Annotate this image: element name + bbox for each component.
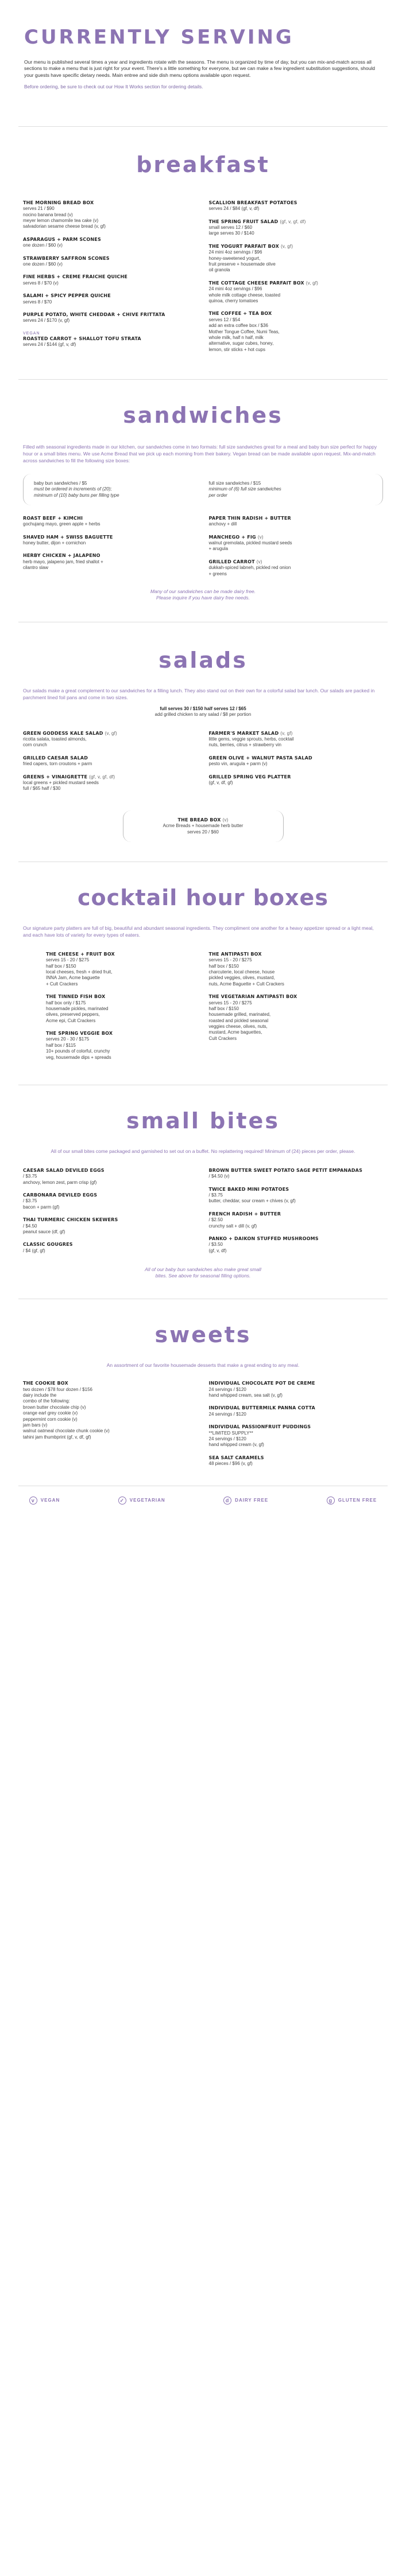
menu-item bbox=[23, 237, 198, 249]
menu-item-detail: serves 24 / $84 (gf, v, df) bbox=[208, 206, 260, 212]
menu-item-detail: INNA Jam, Acme baguette bbox=[46, 975, 100, 981]
menu-item-detail: half box / $150 bbox=[208, 963, 239, 969]
menu-item-detail: corn crunch bbox=[23, 742, 47, 748]
sweets-right-column bbox=[209, 1381, 384, 1474]
full-size-min: minimum of (6) full size sandwiches bbox=[208, 486, 281, 492]
small-bites-note-2: bites. See above for seasonal filling options. bbox=[155, 1273, 251, 1279]
menu-item-detail: hand whipped cream (v, gf) bbox=[208, 1442, 264, 1448]
small-bites-note-1: All of our baby bun sandwiches also make great small bbox=[145, 1266, 261, 1273]
menu-item-detail: alternative, sugar cubes, honey, bbox=[208, 341, 274, 346]
menu-item-detail: housemade pickles, marinated bbox=[46, 1006, 109, 1011]
intro-text: Our menu is published several times a year and ingredients rotate with the seasons. The menu is organized by time of day, but you can mix-and-match across all sections to make a menu that is just right for your event. There's a little something for everyone, but we can make a few ingredient substitution suggestions, should your guests have specific dietary needs. Main entree and side dish menu options available upon request. bbox=[24, 59, 375, 78]
menu-item-detail: one dozen / $60 (v) bbox=[23, 243, 63, 248]
menu-item-detail: + greens bbox=[208, 571, 227, 576]
vegan-icon: v bbox=[29, 1497, 37, 1505]
menu-item-name: FINE HERBS + CREME FRAICHE QUICHE bbox=[23, 274, 128, 280]
menu-item-detail: gochujang mayo, green apple + herbs bbox=[23, 521, 100, 527]
menu-item-detail: / $4.50 (v) bbox=[208, 1174, 230, 1179]
legend-label: VEGETARIAN bbox=[129, 1497, 165, 1503]
menu-item-detail: olives, preserved peppers, bbox=[46, 1012, 100, 1018]
menu-item-name: ASPARAGUS + PARM SCONES bbox=[23, 236, 101, 242]
menu-item bbox=[23, 731, 198, 749]
menu-item-detail: / $3.75 bbox=[23, 1174, 37, 1179]
menu-item-detail: meyer lemon chamomile tea cake (v) bbox=[23, 218, 99, 224]
menu-item-detail: nocino banana bread (v) bbox=[23, 212, 73, 217]
menu-item bbox=[209, 219, 384, 237]
menu-item-detail: fried capers, torn croutons + parm bbox=[23, 761, 92, 767]
menu-item bbox=[209, 1424, 384, 1448]
menu-item-detail: / $3.50 bbox=[208, 1242, 223, 1248]
menu-item bbox=[209, 1381, 384, 1398]
menu-item-detail: housemade grilled, marinated, bbox=[208, 1012, 271, 1018]
menu-item-name: FRENCH RADISH + BUTTER bbox=[208, 1211, 281, 1217]
menu-item-detail: crunchy salt + dill (v, gf) bbox=[208, 1223, 257, 1229]
menu-item-detail: nuts, Acme Baguette + Cult Crackers bbox=[208, 981, 284, 987]
breakfast-menu bbox=[0, 200, 406, 360]
menu-item bbox=[46, 1031, 198, 1061]
legend-label: DAIRY FREE bbox=[235, 1497, 269, 1503]
section-title-breakfast: breakfast bbox=[136, 151, 270, 177]
menu-item-detail: Mother Tongue Coffee, Numi Teas, bbox=[208, 329, 280, 334]
menu-item-detail: butter, cheddar, sour cream + chives (v, gf) bbox=[208, 1198, 296, 1204]
menu-item-name: THE ANTIPASTI BOX bbox=[208, 951, 262, 957]
menu-item-name: SALAMI + SPICY PEPPER QUICHE bbox=[23, 293, 111, 299]
menu-item bbox=[23, 256, 198, 268]
vegetarian-icon: ✓ bbox=[118, 1497, 126, 1505]
menu-item bbox=[23, 774, 198, 792]
menu-item-name: ROASTED CARROT + SHALLOT TOFU STRATA bbox=[23, 336, 141, 341]
menu-item-detail: full / $65 half / $30 bbox=[23, 786, 61, 792]
menu-item-detail: oil granola bbox=[208, 267, 230, 273]
salads-right-column bbox=[209, 731, 384, 799]
menu-item-name: BROWN BUTTER SWEET POTATO SAGE PETIT EMPANADAS bbox=[208, 1167, 363, 1173]
menu-item-detail: serves 12 / $54 bbox=[208, 317, 241, 322]
cocktail-left-column bbox=[46, 952, 198, 1067]
menu-item-detail: / $3.75 bbox=[208, 1192, 223, 1198]
menu-item-detail: anchovy, lemon zest, parm crisp (gf) bbox=[23, 1179, 97, 1185]
full-size-price: full size sandwiches / $15 bbox=[208, 480, 261, 486]
salads-intro: Our salads make a great complement to our sandwiches for a filling lunch. They also stand out on their own for a colorful salad bar lunch. Our salads are packed in parchment lined foil pans and come in two sizes. bbox=[23, 688, 375, 701]
menu-item-name: THE MORNING BREAD BOX bbox=[23, 200, 94, 205]
menu-item-detail: / $3.75 bbox=[23, 1198, 37, 1204]
menu-item-detail: serves 24 / $170 (v, gf) bbox=[23, 318, 70, 324]
sandwich-size-box bbox=[23, 474, 383, 505]
menu-item-detail: 24 mini 4oz servings / $96 bbox=[208, 286, 262, 292]
menu-item-detail: local greens + pickled mustard seeds bbox=[23, 780, 99, 786]
menu-item-detail: + Cult Crackers bbox=[46, 981, 78, 987]
menu-item-name: INDIVIDUAL BUTTERMILK PANNA COTTA bbox=[208, 1405, 315, 1411]
salad-sizes: full serves 30 / $150 half serves 12 / $65 bbox=[160, 706, 246, 711]
baby-bun-info bbox=[34, 481, 198, 498]
menu-item bbox=[23, 1381, 198, 1440]
menu-item-detail: brown butter chocolate chip (v) bbox=[23, 1404, 86, 1410]
bread-box-card bbox=[123, 810, 284, 842]
menu-item-detail: one dozen / $60 (v) bbox=[23, 262, 63, 267]
menu-item-detail: / $2.50 bbox=[208, 1217, 223, 1223]
menu-item-name: ROAST BEEF + KIMCHI bbox=[23, 515, 83, 521]
menu-item-name: SEA SALT CARAMELS bbox=[208, 1455, 264, 1460]
menu-item-detail: hand whipped cream, sea salt (v, gf) bbox=[208, 1392, 283, 1398]
menu-item-name: PURPLE POTATO, WHITE CHEDDAR + CHIVE FRITTATA bbox=[23, 311, 165, 317]
menu-item-detail: herb mayo, jalapeno jam, fried shallot + bbox=[23, 559, 103, 564]
menu-item-detail: serves 15 - 20 / $275 bbox=[208, 1000, 252, 1006]
menu-item bbox=[23, 755, 198, 767]
menu-item bbox=[23, 312, 198, 324]
menu-item bbox=[23, 1168, 198, 1186]
menu-item-detail: bacon + parm (gf) bbox=[23, 1204, 60, 1210]
diet-tags: (gf, v, gf, df) bbox=[89, 774, 115, 780]
menu-item bbox=[209, 244, 384, 274]
full-size-info bbox=[209, 481, 373, 498]
menu-item-name: THE COFFEE + TEA BOX bbox=[208, 311, 272, 317]
menu-item bbox=[23, 200, 198, 230]
menu-item-name: SHAVED HAM + SWISS BAGUETTE bbox=[23, 534, 113, 540]
menu-item-detail: jam bars (v) bbox=[23, 1422, 48, 1428]
menu-item-name: HERBY CHICKEN + JALAPENO bbox=[23, 553, 100, 559]
menu-item-detail: honey butter, dijon + cornichon bbox=[23, 540, 86, 546]
sandwiches-intro: Filled with seasonal ingredients made in our kitchen, our sandwiches come in two formats: full size sandwiches great for a meal and baby bun size perfect for happy hour or a small bites menu. We use Acme Bread that we pick up each morning from their bakery. Vegan bread can be made available upon request. Mix-and-match across sandwiches to fill the following size boxes: bbox=[23, 444, 377, 463]
section-title-sandwiches: sandwiches bbox=[123, 403, 283, 428]
cocktail-right-column bbox=[209, 952, 361, 1067]
menu-item-detail: half box / $115 bbox=[46, 1042, 76, 1048]
menu-item-detail: peanut sauce (df, gf) bbox=[23, 1229, 65, 1235]
menu-item bbox=[209, 200, 384, 212]
diet-tags: (gf, v, gf, df) bbox=[280, 219, 306, 224]
menu-item-detail: charcuterie, local cheese, house bbox=[208, 969, 275, 975]
menu-item bbox=[209, 1236, 384, 1254]
menu-item bbox=[23, 274, 198, 286]
menu-item bbox=[46, 994, 198, 1024]
menu-item-detail: quinoa, cherry tomatoes bbox=[208, 298, 258, 303]
menu-item-detail: salvadorian sesame cheese bread (v, gf) bbox=[23, 224, 106, 229]
menu-item-detail: little gems, veggie sprouts, herbs, cocktail bbox=[208, 736, 294, 742]
menu-item-detail: whole milk, half n half, milk bbox=[208, 334, 264, 340]
menu-item-detail: large serves 30 / $140 bbox=[208, 231, 254, 236]
bread-box-price: serves 20 / $60 bbox=[187, 829, 219, 835]
menu-item-detail: serves 21 / $90 bbox=[23, 206, 55, 212]
menu-item bbox=[23, 1192, 198, 1210]
menu-item-detail: whole milk cottage cheese, toasted bbox=[208, 292, 281, 298]
menu-item-name: THAI TURMERIC CHICKEN SKEWERS bbox=[23, 1217, 118, 1223]
breakfast-left-column bbox=[23, 200, 198, 360]
menu-item-detail: combo of the following: bbox=[23, 1398, 70, 1404]
menu-item-name: INDIVIDUAL CHOCOLATE POT DE CREME bbox=[208, 1381, 315, 1386]
full-size-note: per order bbox=[208, 492, 227, 498]
menu-item-name: THE SPRING FRUIT SALAD (gf, v, gf, df) bbox=[208, 219, 306, 224]
baby-bun-price: baby bun sandwiches / $5 bbox=[34, 480, 87, 486]
menu-item bbox=[209, 774, 384, 786]
menu-item-detail: veg, housemade dips + spreads bbox=[46, 1054, 111, 1060]
menu-item-detail: honey-sweetened yogurt, bbox=[208, 255, 261, 261]
menu-item bbox=[209, 1455, 384, 1467]
section-title-salads: salads bbox=[158, 648, 248, 673]
menu-item bbox=[23, 535, 198, 547]
menu-item bbox=[23, 1217, 198, 1235]
menu-item-detail: **LIMITED SUPPLY** bbox=[208, 1430, 253, 1436]
diet-tags: (v) bbox=[257, 534, 264, 540]
menu-item-detail: anchovy + dill bbox=[208, 521, 237, 527]
menu-item bbox=[209, 280, 384, 305]
menu-item-name: THE COOKIE BOX bbox=[23, 1381, 68, 1386]
menu-item-name: THE SPRING VEGGIE BOX bbox=[46, 1031, 113, 1036]
menu-item-detail: 24 mini 4oz servings / $96 bbox=[208, 250, 262, 255]
menu-item-name: THE COTTAGE CHEESE PARFAIT BOX (v, gf) bbox=[208, 280, 319, 286]
sweets-left-column bbox=[23, 1381, 198, 1474]
menu-item-detail: serves 15 - 20 / $275 bbox=[46, 957, 90, 963]
menu-item bbox=[209, 1168, 384, 1180]
menu-item-detail: orange earl grey cookie (v) bbox=[23, 1410, 78, 1416]
menu-item-detail: 48 pieces / $96 (v, gf) bbox=[208, 1461, 253, 1467]
small-bites-intro: All of our small bites come packaged and garnished to set out on a buffet. No replattering required! Minimum of (24) pieces per order, please. bbox=[51, 1148, 355, 1155]
menu-item-detail: 24 servings / $120 bbox=[208, 1386, 246, 1392]
cocktail-intro: Our signature party platters are full of big, beautiful and abundant seasonal ingredients. They compliment one another for a heavy appetizer spread or a light meal, and each have lots of variety for every types of eaters. bbox=[23, 925, 374, 938]
section-title-cocktail: cocktail hour boxes bbox=[78, 885, 328, 910]
legend-item bbox=[118, 1497, 165, 1505]
menu-item-detail: 24 servings / $120 bbox=[208, 1436, 246, 1441]
menu-item bbox=[209, 559, 384, 577]
menu-item bbox=[23, 553, 198, 571]
menu-item-detail: peppermint corn cookie (v) bbox=[23, 1416, 78, 1422]
menu-item-name: GRILLED SPRING VEG PLATTER bbox=[208, 774, 291, 780]
dairy-free-icon: d bbox=[223, 1497, 231, 1505]
menu-item-detail: 10+ pounds of colorful, crunchy bbox=[46, 1049, 110, 1054]
bread-box-desc: Acme Breads + housemade herb butter bbox=[163, 823, 243, 829]
menu-item bbox=[209, 1405, 384, 1417]
small-bites-left-column bbox=[23, 1168, 198, 1261]
menu-item-detail: / $4 (gf, gf) bbox=[23, 1248, 45, 1253]
menu-item-detail: add an extra coffee box / $36 bbox=[208, 323, 268, 329]
salads-left-column bbox=[23, 731, 198, 799]
how-it-works-link[interactable]: Before ordering, be sure to check out our How It Works section for ordering details. bbox=[24, 84, 203, 90]
menu-item-detail: dukkah-spiced labneh, pickled red onion bbox=[208, 565, 291, 571]
sandwich-note-2: Please inquire if you have dairy free needs. bbox=[156, 595, 250, 601]
menu-item-name: CAESAR SALAD DEVILED EGGS bbox=[23, 1167, 105, 1173]
sandwich-note-1: Many of our sandwiches can be made dairy free. bbox=[150, 589, 256, 595]
menu-item-detail: + arugula bbox=[208, 546, 229, 552]
legend-item bbox=[327, 1497, 377, 1505]
legend-item bbox=[29, 1497, 60, 1505]
vegan-label: VEGAN bbox=[23, 331, 40, 336]
menu-item bbox=[209, 731, 384, 749]
page-title: CURRENTLY SERVING bbox=[24, 26, 294, 49]
baby-bun-min: minimum of (10) baby buns per filling type bbox=[34, 492, 119, 498]
menu-item-detail: nuts, berries, citrus + strawberry vin bbox=[208, 742, 281, 748]
menu-item bbox=[46, 952, 198, 987]
diet-tags: (v) bbox=[256, 559, 262, 564]
menu-item-detail: serves 8 / $70 (v) bbox=[23, 280, 59, 286]
menu-item bbox=[209, 535, 384, 552]
menu-item-detail: two dozen / $78 four dozen / $156 bbox=[23, 1386, 92, 1392]
menu-item-detail: serves 8 / $70 bbox=[23, 299, 52, 305]
salad-addon: add grilled chicken to any salad / $8 per portion bbox=[154, 712, 252, 718]
menu-item-detail: half box / $150 bbox=[46, 963, 76, 969]
menu-item-detail: half box only / $175 bbox=[46, 1000, 86, 1006]
menu-item-detail: Acme epi, Cult Crackers bbox=[46, 1018, 96, 1023]
menu-item bbox=[209, 516, 384, 528]
menu-item-detail: dairy include the bbox=[23, 1392, 57, 1398]
menu-item bbox=[23, 516, 198, 528]
breakfast-right-column bbox=[209, 200, 384, 360]
menu-item-name: GRILLED CAESAR SALAD bbox=[23, 755, 88, 761]
menu-item-detail: serves 24 / $144 (gf, v, df) bbox=[23, 342, 76, 348]
menu-item-detail: serves 20 - 30 / $175 bbox=[46, 1036, 90, 1042]
menu-item-detail: 24 servings / $120 bbox=[208, 1411, 246, 1417]
menu-item-name: GREEN GODDESS KALE SALAD (v, gf) bbox=[23, 730, 117, 736]
section-title-sweets: sweets bbox=[154, 1322, 252, 1348]
menu-item-detail: walnut oatmeal chocolate chunk cookie (v) bbox=[23, 1428, 110, 1434]
gluten-free-icon: g bbox=[327, 1497, 335, 1505]
diet-tags: (v, gf) bbox=[306, 280, 319, 286]
menu-item-detail: half box / $150 bbox=[208, 1006, 239, 1011]
menu-item-name: PAPER THIN RADISH + BUTTER bbox=[208, 515, 291, 521]
menu-item-detail: Cult Crackers bbox=[208, 1035, 237, 1041]
intro-block bbox=[0, 49, 406, 91]
menu-item-detail: (gf, v, df) bbox=[208, 1248, 227, 1253]
menu-item-detail: pickled veggies, olives, mustard, bbox=[208, 975, 275, 981]
menu-item bbox=[209, 755, 384, 767]
menu-item-detail: walnut gremolata, pickled mustard seeds bbox=[208, 540, 292, 546]
menu-item-detail: small serves 12 / $60 bbox=[208, 225, 253, 231]
menu-item-name: CLASSIC GOUGRES bbox=[23, 1242, 73, 1248]
menu-item-name: SCALLION BREAKFAST POTATOES bbox=[208, 200, 297, 205]
menu-item bbox=[23, 293, 198, 305]
menu-item-name: FARMER'S MARKET SALAD (v, gf) bbox=[208, 730, 293, 736]
menu-item bbox=[23, 331, 198, 348]
sandwiches-left-column bbox=[23, 516, 198, 584]
menu-item-name: THE TINNED FISH BOX bbox=[46, 994, 106, 1000]
diet-tags: (v, gf) bbox=[105, 730, 117, 736]
sandwiches-right-column bbox=[209, 516, 384, 584]
menu-item-detail: serves 15 - 20 / $275 bbox=[208, 957, 252, 963]
menu-item-name: CARBONARA DEVILED EGGS bbox=[23, 1192, 98, 1198]
menu-item bbox=[209, 1211, 384, 1229]
menu-item-detail: veggies cheese, olives, nuts, bbox=[208, 1024, 268, 1030]
menu-item bbox=[209, 311, 384, 353]
legend-item bbox=[223, 1497, 268, 1505]
diet-tags: (v, gf) bbox=[280, 243, 293, 249]
section-title-small-bites: small bites bbox=[126, 1108, 280, 1134]
menu-item-name: INDIVIDUAL PASSIONFRUIT PUDDINGS bbox=[208, 1424, 311, 1430]
menu-item-detail: mustard, Acme baguettes, bbox=[208, 1030, 262, 1035]
diet-legend bbox=[0, 1497, 406, 1505]
menu-item bbox=[209, 1187, 384, 1205]
menu-item-detail: pesto vin, arugula + parm (v) bbox=[208, 761, 268, 767]
menu-item-detail: fruit preserve + housemade olive bbox=[208, 262, 276, 267]
menu-item-name: PANKO + DAIKON STUFFED MUSHROOMS bbox=[208, 1236, 319, 1242]
menu-item-name: STRAWBERRY SAFFRON SCONES bbox=[23, 255, 110, 261]
menu-item-detail: (gf, v, df, gf) bbox=[208, 780, 233, 786]
menu-item-name: MANCHEGO + FIG (v) bbox=[208, 534, 264, 540]
diet-tags: (v, gf) bbox=[280, 730, 293, 736]
menu-item bbox=[209, 994, 361, 1042]
menu-item bbox=[23, 1242, 198, 1254]
menu-item-name: TWICE BAKED MINI POTATOES bbox=[208, 1186, 289, 1192]
menu-item-detail: roasted and pickled seasonal bbox=[208, 1018, 269, 1023]
menu-item-name: THE VEGETARIAN ANTIPASTI BOX bbox=[208, 994, 297, 1000]
menu-item-name: GREEN OLIVE + WALNUT PASTA SALAD bbox=[208, 755, 312, 761]
small-bites-right-column bbox=[209, 1168, 384, 1261]
menu-item-name: THE YOGURT PARFAIT BOX (v, gf) bbox=[208, 243, 293, 249]
sweets-intro: An assortment of our favorite housemade desserts that make a great ending to any meal. bbox=[106, 1362, 300, 1369]
menu-item bbox=[209, 952, 361, 987]
menu-item-detail: tahini jam thumbprint (gf, v, df, gf) bbox=[23, 1434, 91, 1440]
menu-item-detail: / $4.50 bbox=[23, 1223, 37, 1229]
legend-label: VEGAN bbox=[40, 1497, 60, 1503]
menu-item-name: GRILLED CARROT (v) bbox=[208, 559, 262, 564]
menu-item-detail: ricotta salata, toasted almonds, bbox=[23, 736, 87, 742]
menu-item-name: GREENS + VINAIGRETTE (gf, v, gf, df) bbox=[23, 774, 115, 780]
menu-item-detail: cilantro slaw bbox=[23, 565, 49, 571]
menu-item-name: THE CHEESE + FRUIT BOX bbox=[46, 951, 115, 957]
baby-bun-note: must be ordered in increments of (20); bbox=[34, 486, 112, 492]
bread-box-name: THE BREAD BOX (v) bbox=[177, 817, 229, 823]
legend-label: GLUTEN FREE bbox=[338, 1497, 377, 1503]
menu-item-detail: local cheeses, fresh + dried fruit, bbox=[46, 969, 113, 975]
menu-item-detail: lemon, stir sticks + hot cups bbox=[208, 346, 265, 352]
